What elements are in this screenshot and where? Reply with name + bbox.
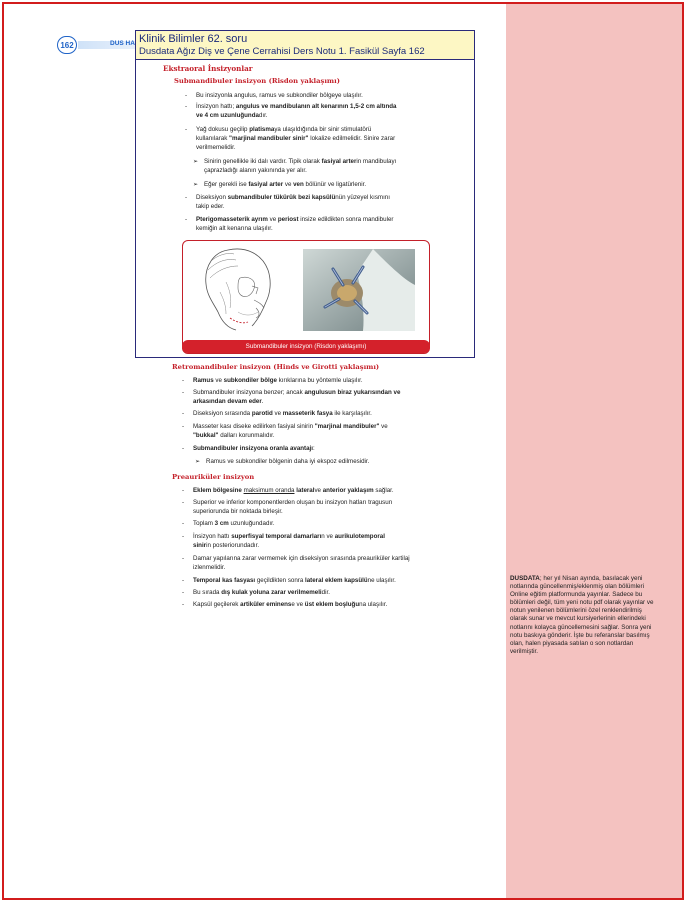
section-title-retromandibuler: Retromandibuler insizyon (Hinds ve Girotti yaklaşımı) [172,363,380,371]
list-item: - Superior ve inferior komponentlerden oluşan bu insizyon hatları tragusun [182,499,393,506]
list-item: - Bu sırada dış kulak yoluna zarar verilmemelidir. [182,589,330,596]
list-item-cont: takip eder. [196,203,225,210]
list-item: - Kapsül geçilerek artiküler eminense ve üst eklem boşluğuna ulaşılır. [182,601,388,608]
list-item: - Bu insizyonla angulus, ramus ve subkondiler bölgeye ulaşılır. [185,92,363,99]
list-item-cont: sinirin posteriorundadır. [193,542,260,549]
sub-list-item-cont: çaprazladığı alanın yakınında yer alır. [204,167,307,174]
page-number-badge: 162 [57,36,77,54]
side-note-text: ; her yıl Nisan ayında, basılacak yeni notlarında güncellenmiş/eklenmiş olan bölümleri Online eğitim platformunda yayınlar. Sadece bu bölümleri değil, tüm yeni notu pdf olarak yayınlar ve notun yenilenen bölümlerini özel renklendirilmiş olarak sunar ve mevcut kursiyerlerinin ellerindeki notlarını kolayca güncellemesini sağlar. Sonra yeni notu baskıya gönderir. İşte bu referanslar basılmış olan, halen piyasada satılan o son notlardan verilmiştir. [510,575,654,655]
side-panel [506,4,682,898]
list-item: - İnsizyon hattı superfisyal temporal damarların ve aurikulotemporal [182,533,385,540]
list-item-cont: arkasından devam eder. [193,398,264,405]
question-header [135,30,475,60]
list-item: - Damar yapılarına zarar vermemek için diseksiyon sırasında preauriküler kartilaj [182,555,410,562]
sub-list-item: ➢ Eğer gerekli ise fasiyal arter ve ven bölünür ve ligatürlenir. [193,181,367,188]
section-title-preauriculer: Preauriküler insizyon [172,473,255,481]
sub-list-item: ➢ Ramus ve subkondiler bölgenin daha iyi ekspoz edilmesidir. [195,458,370,465]
list-item-cont: verilmemelidir. [196,144,236,151]
list-item: - Diseksiyon submandibuler tükürük bezi kapsülünün yüzeyel kısmını [185,194,390,201]
list-item: - Diseksiyon sırasında parotid ve masseterik fasya ile karşılaşılır. [182,410,372,417]
figure-caption: Submandibuler insizyon (Risdon yaklaşımı) [182,340,430,353]
list-item: - İnsizyon hattı; angulus ve mandibulanın alt kenarının 1,5-2 cm altında [185,103,397,110]
header-subtitle: Dusdata Ağız Diş ve Çene Cerrahisi Ders Notu 1. Fasikül Sayfa 162 [139,46,425,57]
list-item-cont: kullanılarak "marjinal mandibuler sinir" lokalize edilmelidir. Sinire zarar [196,135,396,142]
list-item: - Ramus ve subkondiler bölge kırıklarına bu yöntemle ulaşılır. [182,377,363,384]
list-item: - Toplam 3 cm uzunluğundadır. [182,520,275,527]
header-title: Klinik Bilimler 62. soru [139,33,248,45]
face-sketch-illustration [196,242,282,334]
list-item: - Masseter kası diseke edilirken fasiyal sinirin "marjinal mandibuler" ve [182,423,388,430]
list-item-cont: superiorunda bir noktada birleşir. [193,508,283,515]
list-item-cont: izlenmelidir. [193,564,226,571]
list-item: - Pterigomasseterik ayrım ve periost insize edildikten sonra mandibuler [185,216,394,223]
list-item-cont: ve 4 cm uzunluğundadır. [196,112,268,119]
subsection-title-submandibuler: Submandibuler insizyon (Risdon yaklaşımı) [174,77,340,85]
sub-list-item: ➢ Sinirin genellikle iki dalı vardır. Tipik olarak fasiyal arterin mandibulayı [193,158,397,165]
side-note-lead: DUSDATA [510,575,540,582]
list-item: - Submandibuler insizyona oranla avantajı: [182,445,315,452]
list-item: - Temporal kas fasyası geçildikten sonra lateral eklem kapsülüne ulaşılır. [182,577,396,584]
section-title-extraoral: Ekstraoral İnsizyonlar [163,64,253,73]
list-item-cont: kemiğin alt kenarına ulaşılır. [196,225,273,232]
list-item: - Yağ dokusu geçilip platismaya ulaşıldığında bir sinir stimulatörü [185,126,372,133]
running-head: DUS HA [110,40,135,47]
side-note [510,575,660,656]
list-item-cont: "bukkal" dalları korunmalıdır. [193,432,275,439]
list-item: - Submandibuler insizyona benzer; ancak angulusun biraz yukarısından ve [182,389,401,396]
list-item: - Eklem bölgesine maksimum oranda lateralve anterior yaklaşım sağlar. [182,487,394,494]
surgical-photo-illustration [303,249,415,331]
